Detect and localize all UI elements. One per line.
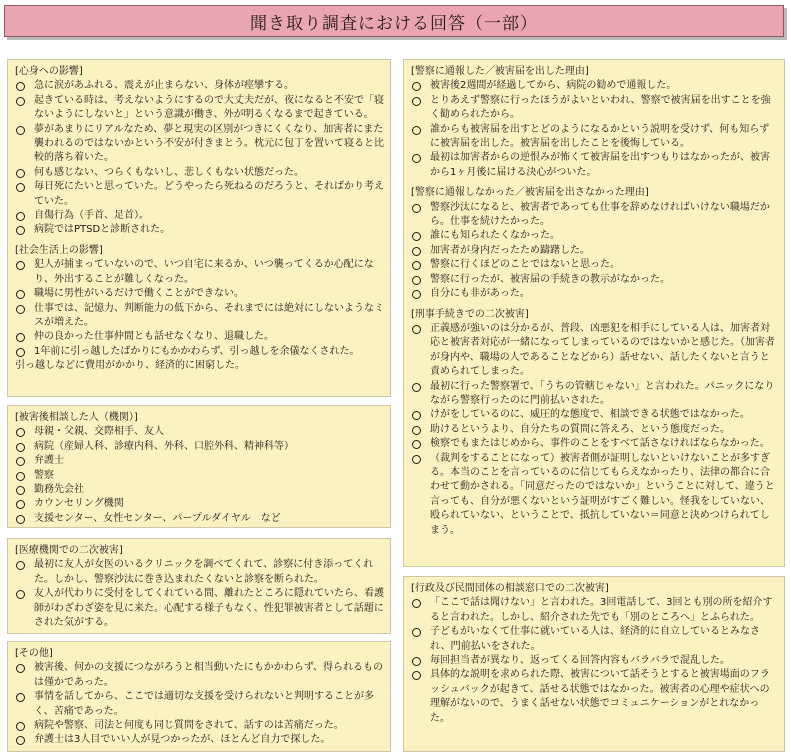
list-item: 警察に行ったが、被害届の手続きの教示がなかった。 (411, 273, 778, 287)
item-list (411, 322, 778, 538)
list-item: 正義感が強いのは分かるが、普段、凶悪犯を相手にしている人は、加害者対応と被害者対応が一緒になってしまっているのではないかと感じた。（加害者が身内や、職場の人であることなどから）話せない、話したくないと言うと責められてしまった。 (411, 322, 778, 380)
section-reported-reasons (411, 65, 778, 180)
panel-consulted (7, 405, 391, 528)
list-item: 最初に友人が女医のいるクリニックを調べてくれて、診察に付き添ってくれた。しかし、警察沙汰に巻き込まれたくないと診察を断られた。 (15, 558, 384, 587)
item-list (411, 201, 778, 302)
list-item: 検察でもまたはじめから、事件のことをすべて話さなければならなかった。 (411, 437, 778, 451)
list-item: 警察 (15, 469, 384, 483)
list-item: 毎回担当者が異なり、返ってくる回答内容もバラバラで混乱した。 (411, 654, 778, 668)
list-item: 助けるというより、自分たちの質問に答えろ、という態度だった。 (411, 423, 778, 437)
list-item: とりあえず警察に行ったほうがよいといわれ、警察で被害届を出すことを強く勧められたから。 (411, 94, 778, 123)
section-mental-physical (15, 65, 384, 238)
section-not-reported-reasons (411, 186, 778, 301)
list-item: 友人が代わりに受付をしてくれている間、離れたところに隠れていたら、看護師がわざわざ姿を見に来た。心配する様子もなく、性犯罪被害者として話題にされた気がする。 (15, 587, 384, 630)
list-item: 1年前に引っ越したばかりにもかかわらず、引っ越しを余儀なくされた。 (15, 345, 384, 359)
list-item: 病院や警察、司法と何度も同じ質問をされて、話すのは苦痛だった。 (15, 719, 384, 733)
section-heading: [社会生活上の影響] (15, 244, 103, 256)
section-heading: [その他] (15, 648, 53, 659)
list-item: 急に涙があふれる、震えが止まらない、身体が痙攣する。 (15, 79, 384, 93)
section-heading: [心身への影響] (15, 66, 83, 77)
section-heading: [刑事手続きでの二次被害] (411, 308, 529, 320)
section-heading: [警察に通報した／被害届を出した理由] (411, 66, 589, 77)
list-item: けがをしているのに、威圧的な態度で、相談できる状態ではなかった。 (411, 408, 778, 422)
list-item: 仕事では、記憶力、判断能力の低下から、それまでには絶対にしないようなミスが増えた。 (15, 302, 384, 331)
item-list (411, 79, 778, 180)
list-item: （裁判をすることになって）被害者側が証明しないといけないことが多すぎる。本当のことを言っているのに信じてもらえなかったり、法律の都合に合わせて動かされる。「同意だったのではないか」ということに対して、違うと言っても、自分が悪くないという証明がすごく難しい。怪我をしていない、殴られていない、ということで、抵抗していない＝同意と決めつけられてしまう。 (411, 452, 778, 538)
list-item: 母親・父親、交際相手、友人 (15, 425, 384, 439)
section-footer-text: 引っ越しなどに費用がかかり、経済的に困窮した。 (15, 360, 245, 372)
list-item: 被害後、何かの支援につながろうと相当動いたにもかかわらず、得られるものは僅かであった。 (15, 661, 384, 690)
section-social-life (15, 244, 384, 374)
list-item: 加害者が身内だったため躊躇した。 (411, 244, 778, 258)
section-heading: [警察に通報しなかった／被害届を出さなかった理由] (411, 187, 649, 199)
item-list (15, 79, 384, 237)
list-item: 弁護士 (15, 454, 384, 468)
panel-admin-secondary (403, 576, 785, 752)
section-heading: [医療機関での二次被害] (15, 545, 123, 556)
list-item: 毎日死にたいと思っていた。どうやったら死ねるのだろうと、そればかり考えていた。 (15, 180, 384, 209)
title-bar (4, 5, 784, 37)
list-item: 被害後2週間が経過してから、病院の勧めで通報した。 (411, 79, 778, 93)
list-item: カウンセリング機関 (15, 497, 384, 511)
list-item: 仲の良かった仕事仲間とも話せなくなり、退職した。 (15, 330, 384, 344)
panel-police (403, 59, 785, 567)
item-list (15, 558, 384, 630)
list-item: 子どもがいなくて仕事に就いている人は、経済的に自立しているとみなされ、門前払いをされた。 (411, 625, 778, 654)
list-item: 警察沙汰になると、被害者であっても仕事を辞めなければいけない職場だから。仕事を続けたかった。 (411, 201, 778, 230)
list-item: 警察に行くほどのことではないと思った。 (411, 258, 778, 272)
list-item: 勤務先会社 (15, 483, 384, 497)
list-item: 最初は加害者からの逆恨みが怖くて被害届を出すつもりはなかったが、被害から1ヶ月後に届ける決心がついた。 (411, 151, 778, 180)
item-list (15, 425, 384, 526)
list-item: 病院（産婦人科、診療内科、外科、口腔外科、精神科等） (15, 440, 384, 454)
list-item: 犯人が捕まっていないので、いつ自宅に来るか、いつ襲ってくるか心配になり、外出することが難しくなった。 (15, 258, 384, 287)
list-item: 誰からも被害届を出すとどのようになるかという説明を受けず、何も知らずに被害届を出した。被害届を出したことを後悔している。 (411, 123, 778, 152)
page-title: 聞き取り調査における回答（一部） (250, 13, 538, 34)
list-item: 具体的な説明を求められた際、被害について話そうとすると被害場面のフラッシュバックが起きて、話せる状態ではなかった。被害者の心理や症状への理解がないので、うまく話せない状態でコミュニケーションがとれなかった。 (411, 668, 778, 726)
item-list (15, 661, 384, 747)
item-list (15, 258, 384, 359)
list-item: 自傷行為（手首、足首）。 (15, 209, 384, 223)
section-criminal-procedure (411, 308, 778, 539)
list-item: 「ここで話は聞けない」と言われた。3回電話して、3回とも別の所を紹介すると言われた。しかし、紹介された先でも「別のところへ」とふられた。 (411, 596, 778, 625)
list-item: 自分にも非があった。 (411, 287, 778, 301)
list-item: 事情を話してから、ここでは適切な支援を受けられないと判明することが多く、苦痛であった。 (15, 690, 384, 719)
item-list (411, 596, 778, 726)
list-item: 何も感じない、つらくもないし、悲しくもない状態だった。 (15, 166, 384, 180)
list-item: 病院ではPTSDと診断された。 (15, 223, 384, 237)
list-item: 弁護士は3人目でいい人が見つかったが、ほとんど自力で探した。 (15, 733, 384, 747)
panel-other (7, 641, 391, 752)
list-item: 夢があまりにリアルなため、夢と現実の区別がつきにくくなり、加害者にまた襲われるのではないかという不安が付きまとう。枕元に包丁を置いて寝ると比較的落ち着いた。 (15, 123, 384, 166)
list-item: 起きている時は、考えないようにするので大丈夫だが、夜になると不安で「寝ないようにしないと」という意識が働き、外が明るくなるまで起きている。 (15, 94, 384, 123)
panel-medical-secondary (7, 538, 391, 634)
list-item: 支援センター、女性センター、パープルダイヤル など (15, 512, 384, 526)
list-item: 職場に男性がいるだけで働くことができない。 (15, 287, 384, 301)
list-item: 最初に行った警察署で、「うちの管轄じゃない」と言われた。パニックになりながら警察行ったのに門前払いされた。 (411, 380, 778, 409)
section-heading: [被害後相談した人（機関）] (15, 412, 138, 423)
list-item: 誰にも知られたくなかった。 (411, 229, 778, 243)
section-heading: [行政及び民間団体の相談窓口での二次被害] (411, 583, 609, 594)
panel-impact (7, 59, 391, 397)
